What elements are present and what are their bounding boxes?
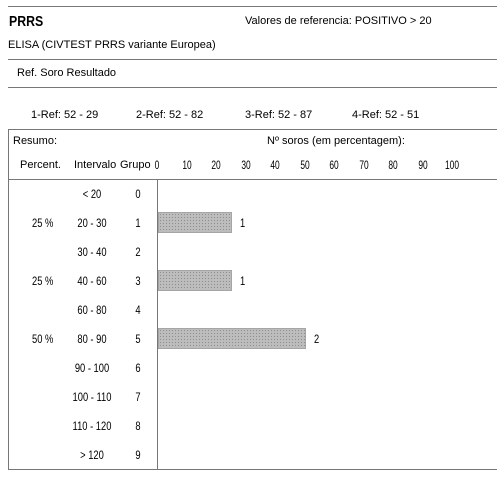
- row-interval: 40 - 60: [77, 274, 107, 289]
- bar: [158, 212, 232, 233]
- chart-title: Nº soros (em percentagem):: [267, 135, 405, 147]
- reference-values: Valores de referencia: POSITIVO > 20: [245, 15, 432, 27]
- x-tick-label: 70: [358, 158, 369, 172]
- ref-1: 1-Ref: 52 - 29: [31, 109, 99, 121]
- col-percent-header: Percent.: [20, 159, 61, 171]
- row-interval: 90 - 100: [74, 361, 110, 376]
- row-group: 1: [135, 216, 141, 231]
- row-percent: 25 %: [32, 216, 54, 231]
- bar-label: 1: [239, 274, 245, 289]
- x-tick-label: 80: [388, 158, 398, 172]
- header-rule: [8, 59, 497, 60]
- row-group: 0: [135, 187, 141, 201]
- row-group: 5: [135, 332, 141, 347]
- row-percent: 25 %: [32, 274, 54, 289]
- x-tick-label: 0: [154, 158, 160, 172]
- row-interval: 60 - 80: [77, 303, 107, 318]
- row-interval: > 120: [80, 448, 104, 463]
- report-title: PRRS: [9, 13, 44, 30]
- summary-top-rule: [8, 129, 497, 130]
- row-group: 2: [135, 245, 141, 260]
- x-tick-label: 10: [181, 158, 192, 172]
- x-tick-label: 90: [417, 158, 428, 172]
- summary-bottom-rule: [8, 469, 497, 470]
- row-group: 3: [135, 274, 141, 289]
- bar-label: 2: [313, 332, 319, 347]
- top-rule: [8, 6, 497, 7]
- row-interval: 100 - 110: [72, 390, 112, 405]
- test-name: ELISA (CIVTEST PRRS variante Europea): [8, 39, 216, 51]
- x-tick-label: 50: [299, 158, 310, 172]
- row-interval: < 20: [82, 187, 102, 201]
- x-tick-label: 30: [240, 158, 251, 172]
- row-group: 9: [135, 448, 141, 463]
- ref-3: 3-Ref: 52 - 87: [245, 109, 313, 121]
- bar-label: 1: [239, 216, 245, 231]
- row-interval: 20 - 30: [77, 216, 107, 231]
- x-tick-label: 40: [270, 158, 280, 172]
- row-interval: 30 - 40: [77, 245, 107, 260]
- x-tick-label: 60: [329, 158, 339, 172]
- ref-4: 4-Ref: 52 - 51: [352, 109, 420, 121]
- row-interval: 80 - 90: [77, 332, 107, 347]
- column-header: Ref. Soro Resultado: [17, 67, 117, 79]
- column-header-rule: [8, 87, 497, 88]
- row-group: 4: [135, 303, 141, 318]
- x-tick-label: 100: [445, 158, 460, 172]
- bar: [158, 270, 232, 291]
- row-percent: 50 %: [32, 332, 54, 347]
- col-group-header: Grupo: [120, 159, 151, 171]
- ref-2: 2-Ref: 52 - 82: [136, 109, 204, 121]
- row-group: 8: [135, 419, 141, 434]
- col-interval-header: Intervalo: [74, 159, 117, 171]
- x-tick-label: 20: [211, 158, 221, 172]
- row-group: 6: [135, 361, 141, 376]
- summary-left-border: [8, 129, 9, 470]
- summary-label: Resumo:: [13, 135, 58, 147]
- row-interval: 110 - 120: [72, 419, 112, 434]
- row-group: 7: [135, 390, 141, 405]
- bar: [158, 328, 306, 349]
- summary-header-rule: [8, 179, 497, 180]
